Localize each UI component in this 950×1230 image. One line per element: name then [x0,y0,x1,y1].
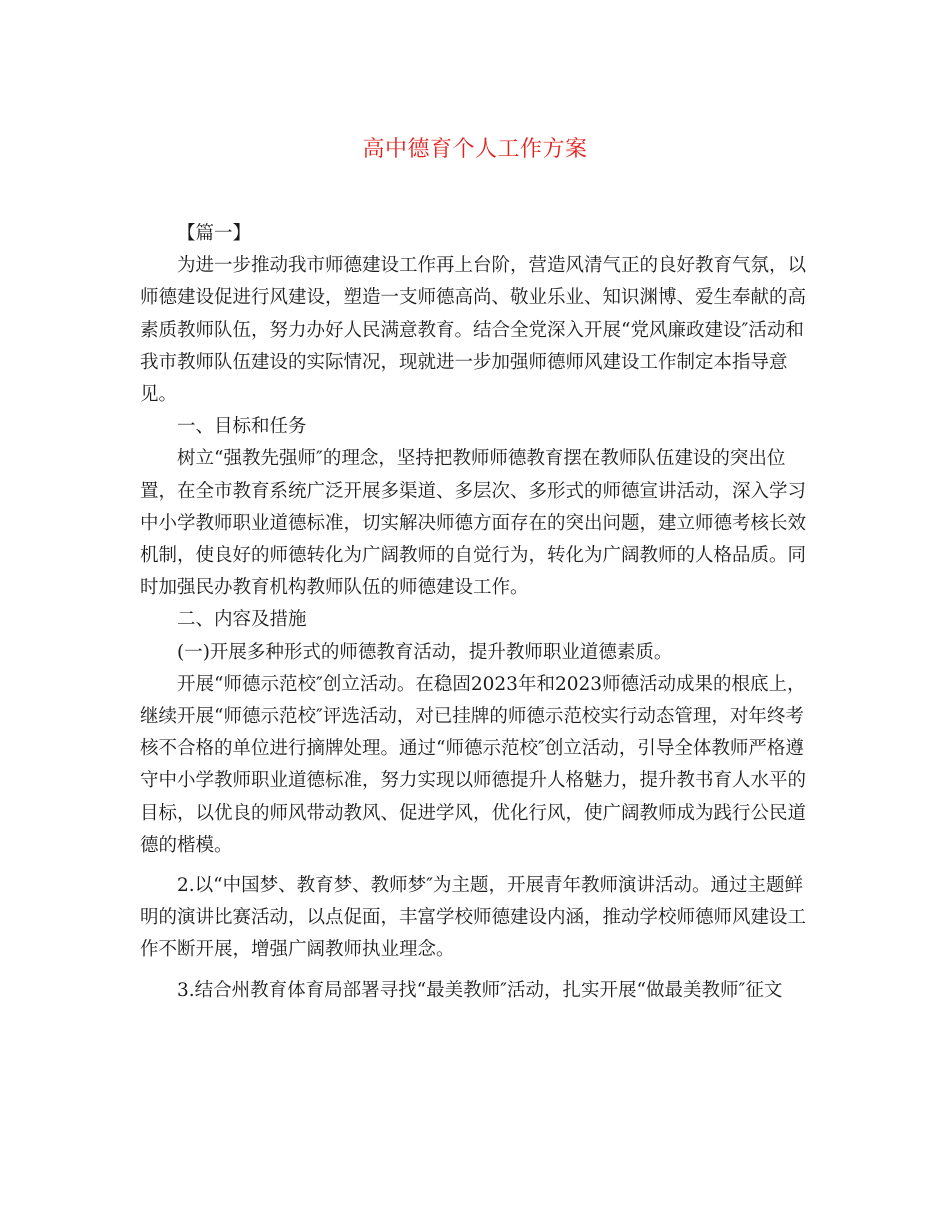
paragraph-model-school: 开展“师德示范校″创立活动。在稳固2023年和2023师德活动成果的根底上，继续开展“师德示范校″评选活动，对已挂牌的师德示范校实行动态管理，对年终考核不合格的单位进行摘牌处理。通过“师德示范校″创立活动，引导全体教师严格遵守中小学教师职业道德标准，努力实现以师德提升人格魅力，提升教书育人水平的目标，以优良的师风带动教风、促进学风，优化行风，使广阔教师成为践行公民道德的楷模。 [140,673,807,856]
paragraph-introduction: 为进一步推动我市师德建设工作再上台阶，营造风清气正的良好教育气氛，以师德建设促进行风建设，塑造一支师德高尚、敬业乐业、知识渊博、爱生奉献的高素质教师队伍，努力办好人民满意教育。结合全党深入开展“党风廉政建设″活动和我市教师队伍建设的实际情况，现就进一步加强师德师风建设工作制定本指导意见。 [140,255,807,406]
section-label-part-one: 【篇一】 [177,223,252,244]
paragraph-speech-activity: 2.以“中国梦、教育梦、教师梦″为主题，开展青年教师演讲活动。通过主题鲜明的演讲比赛活动，以点促面，丰富学校师德建设内涵，推动学校师德师风建设工作不断开展，增强广阔教师执业理念。 [140,875,807,961]
document-title: 高中德育个人工作方案 [362,137,588,162]
heading-content-and-measures: 二、内容及措施 [177,609,307,631]
subheading-education-activities: (一)开展多种形式的师德教育活动，提升教师职业道德素质。 [177,641,673,663]
paragraph-goals: 树立“强教先强师″的理念，坚持把教师师德教育摆在教师队伍建设的突出位置，在全市教育系统广泛开展多渠道、多层次、多形式的师德宣讲活动，深入学习中小学教师职业道德标准，切实解决师德方面存在的突出问题，建立师德考核长效机制，使良好的师德转化为广阔教师的自觉行为，转化为广阔教师的人格品质。同时加强民办教育机构教师队伍的师德建设工作。 [140,448,807,599]
paragraph-best-teacher: 3.结合州教育体育局部署寻找“最美教师″活动，扎实开展“做最美教师″征文 [177,979,783,1001]
document-body [140,218,810,1007]
heading-goals-and-tasks: 一、目标和任务 [177,416,307,438]
